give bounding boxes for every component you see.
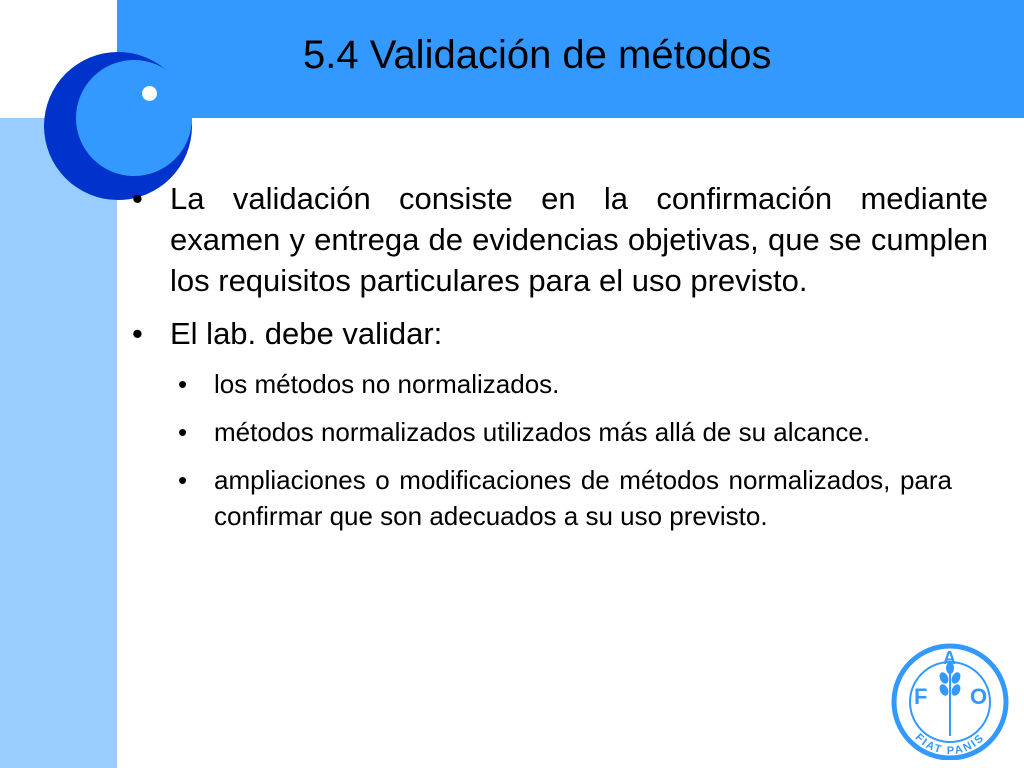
bullet-item: • La validación consiste en la confirmación mediante examen y entrega de evidencias objetivas, que se cumplen los requisitos particulares para el uso previsto. xyxy=(128,178,988,301)
bullet-item: • El lab. debe validar: xyxy=(128,313,988,354)
sub-bullet-item: • métodos normalizados utilizados más allá de su alcance. xyxy=(178,414,952,450)
left-decorative-band xyxy=(0,118,117,768)
fao-letter-a: A xyxy=(943,648,956,668)
decorative-orb-inner xyxy=(76,60,192,176)
fao-motto: FIAT PANIS xyxy=(912,731,988,758)
fao-letter-o: O xyxy=(970,684,988,709)
fao-logo xyxy=(888,640,1012,760)
slide-content xyxy=(128,178,988,546)
slide-title: 5.4 Validación de métodos xyxy=(303,33,772,77)
sub-bullet-item: • ampliaciones o modificaciones de métodos normalizados, para confirmar que son adecuados a su uso previsto. xyxy=(178,462,952,534)
fao-letter-f: F xyxy=(914,684,928,709)
decorative-orb-highlight xyxy=(142,86,157,101)
sub-bullet-item: • los métodos no normalizados. xyxy=(178,366,952,402)
